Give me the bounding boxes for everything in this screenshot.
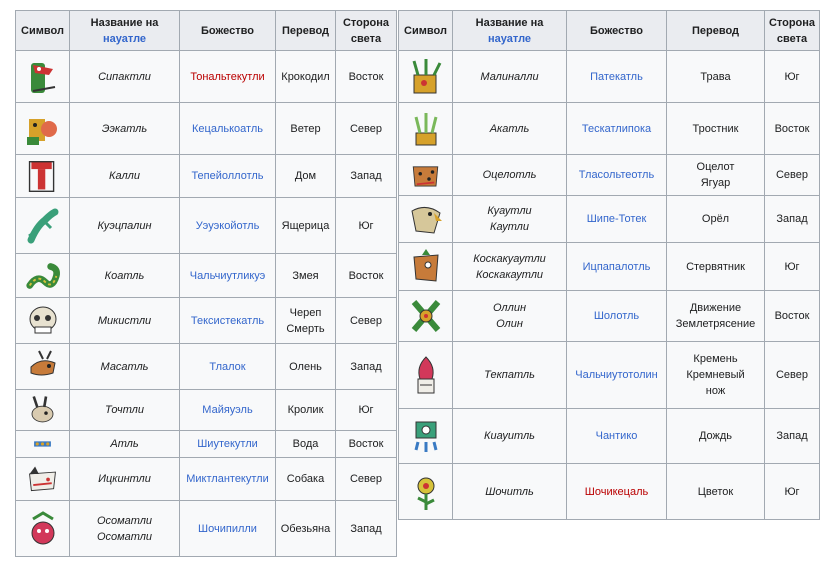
translation-text: Вода	[292, 438, 319, 450]
translation-cell	[667, 103, 765, 155]
direction-cell: Юг	[765, 243, 820, 291]
translation-text: Олень	[289, 360, 322, 373]
deity-link[interactable]: Шочикецаль	[584, 485, 649, 498]
crocodile-icon[interactable]	[19, 57, 66, 97]
rain-icon[interactable]	[402, 416, 449, 456]
nahuatl-name	[453, 291, 567, 342]
nahuatl-name-text: Коскакуаутли Коскакаутли	[473, 252, 546, 281]
table-row	[399, 409, 820, 464]
deity-cell	[567, 464, 667, 520]
translation-text: Кремень Кремневый нож	[686, 353, 745, 397]
nahuatl-name-text: Коатль	[104, 269, 145, 282]
symbol-cell	[399, 243, 453, 291]
header-direction: Сторона света	[336, 11, 397, 51]
skull-icon[interactable]	[19, 301, 66, 341]
translation-text: Ветер	[290, 122, 321, 135]
nahuatl-name-text: Шочитль	[485, 485, 534, 498]
direction-cell: Север	[336, 103, 397, 155]
deity-link[interactable]: Уэуэкойотль	[195, 219, 260, 232]
nahuatl-name	[70, 431, 180, 458]
direction-cell: Восток	[336, 51, 397, 103]
translation-text: Трава	[700, 70, 731, 83]
day-signs-table-right	[398, 10, 820, 520]
table-row	[16, 103, 397, 155]
movement-icon[interactable]	[402, 296, 449, 336]
nahuatl-link[interactable]: науатле	[102, 32, 147, 45]
grass-icon[interactable]	[402, 57, 449, 97]
symbol-cell	[16, 501, 70, 557]
eagle-icon[interactable]	[402, 199, 449, 239]
deity-link[interactable]: Тескатлипока	[581, 122, 652, 135]
table-row	[399, 51, 820, 103]
deity-cell	[567, 155, 667, 196]
translation-cell	[276, 103, 336, 155]
table-row	[16, 198, 397, 254]
nahuatl-name-text: Куэцпалин	[97, 219, 152, 232]
translation-cell	[667, 464, 765, 520]
direction-cell: Запад	[336, 344, 397, 390]
deity-link[interactable]: Шолотль	[593, 310, 640, 322]
header-name-text: Название на	[90, 16, 159, 29]
symbol-cell	[16, 155, 70, 198]
deer-icon[interactable]	[19, 347, 66, 387]
translation-cell	[667, 291, 765, 342]
nahuatl-name-text: Текпатль	[484, 369, 535, 381]
translation-text: Орёл	[701, 213, 730, 225]
deity-cell	[180, 51, 276, 103]
deity-cell	[567, 409, 667, 464]
deity-link[interactable]: Чальчиутликуэ	[189, 269, 266, 282]
translation-cell	[276, 390, 336, 431]
jaguar-icon[interactable]	[402, 158, 449, 193]
translation-cell	[667, 243, 765, 291]
nahuatl-name	[70, 198, 180, 254]
direction-cell: Восток	[765, 291, 820, 342]
header-deity: Божество	[567, 11, 667, 51]
deity-cell	[180, 103, 276, 155]
direction-cell: Юг	[765, 464, 820, 520]
nahuatl-name	[453, 243, 567, 291]
vulture-icon[interactable]	[402, 247, 449, 287]
direction-cell: Запад	[336, 501, 397, 557]
table-row	[399, 155, 820, 196]
translation-cell	[276, 501, 336, 557]
deity-cell	[180, 431, 276, 458]
table-row	[16, 390, 397, 431]
translation-text: Кролик	[287, 404, 324, 416]
header-name	[453, 11, 567, 51]
nahuatl-name-text: Осоматли Осоматли	[96, 514, 153, 543]
translation-text: Стервятник	[686, 260, 745, 273]
table-row	[399, 243, 820, 291]
deity-cell	[180, 390, 276, 431]
nahuatl-name-text: Калли	[108, 170, 140, 182]
direction-cell: Север	[336, 298, 397, 344]
nahuatl-name-text: Ицкинтли	[98, 473, 151, 485]
symbol-cell	[399, 103, 453, 155]
deity-cell	[567, 243, 667, 291]
table-row	[399, 464, 820, 520]
deity-link[interactable]: Тласольтеотль	[578, 169, 655, 181]
nahuatl-name-text: Микистли	[97, 314, 152, 327]
table-row	[16, 344, 397, 390]
translation-cell	[667, 51, 765, 103]
translation-cell	[276, 254, 336, 298]
symbol-cell	[16, 458, 70, 501]
deity-link[interactable]: Тональтекутли	[190, 70, 265, 83]
header-translation: Перевод	[667, 11, 765, 51]
translation-text: Дом	[294, 170, 317, 182]
deity-link[interactable]: Тексистекатль	[190, 314, 265, 327]
deity-link[interactable]: Чальчиутотолин	[575, 369, 658, 381]
table-row	[399, 342, 820, 409]
reed-icon[interactable]	[402, 109, 449, 149]
symbol-cell	[399, 155, 453, 196]
rabbit-icon[interactable]	[19, 393, 66, 428]
header-direction: Сторона света	[765, 11, 820, 51]
table-row	[399, 196, 820, 243]
header-translation: Перевод	[276, 11, 336, 51]
nahuatl-name-text: Киауитль	[484, 430, 535, 442]
translation-text: Обезьяна	[280, 522, 331, 535]
translation-cell	[276, 298, 336, 344]
deity-cell	[180, 198, 276, 254]
direction-cell: Север	[336, 458, 397, 501]
deity-cell	[180, 298, 276, 344]
translation-text: Цветок	[697, 485, 734, 498]
direction-cell: Запад	[336, 155, 397, 198]
deity-link[interactable]: Шочипилли	[198, 522, 257, 535]
translation-text: Оцелот Ягуар	[696, 161, 735, 189]
deity-link[interactable]: Ицпапалотль	[582, 260, 651, 273]
header-symbol: Символ	[16, 11, 70, 51]
monkey-icon[interactable]	[19, 509, 66, 549]
symbol-cell	[16, 254, 70, 298]
translation-cell	[276, 198, 336, 254]
symbol-cell	[16, 390, 70, 431]
direction-cell: Юг	[765, 51, 820, 103]
translation-cell	[667, 155, 765, 196]
direction-cell: Юг	[336, 390, 397, 431]
nahuatl-name	[70, 501, 180, 557]
deity-link[interactable]: Майяуэль	[202, 404, 253, 416]
nahuatl-link[interactable]: науатле	[487, 32, 532, 45]
direction-cell: Восток	[336, 431, 397, 458]
nahuatl-name	[70, 390, 180, 431]
translation-cell	[667, 196, 765, 243]
direction-cell: Запад	[765, 409, 820, 464]
nahuatl-name	[453, 196, 567, 243]
nahuatl-name-text: Ээкатль	[101, 122, 148, 135]
table-row	[399, 103, 820, 155]
direction-cell: Север	[765, 342, 820, 409]
translation-cell	[667, 342, 765, 409]
water-icon[interactable]	[19, 434, 66, 455]
nahuatl-name	[453, 155, 567, 196]
deity-link[interactable]: Чантико	[595, 430, 638, 442]
nahuatl-name-text: Куаутли Каутли	[487, 205, 532, 233]
nahuatl-name-text: Малиналли	[480, 70, 539, 83]
flint-icon[interactable]	[402, 355, 449, 395]
header-symbol: Символ	[399, 11, 453, 51]
deity-link[interactable]: Миктлантекутли	[186, 473, 269, 485]
direction-cell: Север	[765, 155, 820, 196]
snake-icon[interactable]	[19, 257, 66, 295]
nahuatl-name	[453, 464, 567, 520]
table-row	[16, 254, 397, 298]
translation-cell	[667, 409, 765, 464]
dog-icon[interactable]	[19, 461, 66, 498]
table-header-row	[399, 11, 820, 51]
direction-cell: Запад	[765, 196, 820, 243]
table-row	[399, 291, 820, 342]
deity-cell	[180, 254, 276, 298]
nahuatl-name	[70, 51, 180, 103]
table-row	[16, 155, 397, 198]
translation-text: Крокодил	[281, 70, 330, 83]
nahuatl-name	[453, 51, 567, 103]
nahuatl-name	[70, 103, 180, 155]
direction-cell: Восток	[336, 254, 397, 298]
deity-cell	[567, 196, 667, 243]
day-signs-table-left	[15, 10, 397, 557]
deity-link[interactable]: Шиутекутли	[197, 438, 258, 450]
symbol-cell	[16, 51, 70, 103]
translation-text: Ящерица	[281, 219, 330, 232]
house-icon[interactable]	[19, 158, 66, 195]
translation-cell	[276, 458, 336, 501]
symbol-cell	[16, 198, 70, 254]
header-name	[70, 11, 180, 51]
translation-cell	[276, 51, 336, 103]
nahuatl-name-text: Атль	[110, 438, 139, 450]
translation-cell	[276, 155, 336, 198]
symbol-cell	[399, 342, 453, 409]
nahuatl-name	[70, 155, 180, 198]
symbol-cell	[16, 431, 70, 458]
symbol-cell	[399, 291, 453, 342]
deity-link[interactable]: Тепейоллотль	[191, 170, 264, 182]
deity-cell	[180, 501, 276, 557]
header-name-text: Название на	[475, 16, 544, 29]
deity-cell	[567, 103, 667, 155]
translation-text: Собака	[286, 473, 325, 485]
symbol-cell	[399, 409, 453, 464]
symbol-cell	[399, 464, 453, 520]
table-row	[16, 51, 397, 103]
nahuatl-name-text: Оцелотль	[482, 169, 537, 181]
nahuatl-name	[70, 344, 180, 390]
nahuatl-name-text: Точтли	[105, 404, 144, 416]
translation-text: Змея	[292, 269, 319, 282]
nahuatl-name	[70, 254, 180, 298]
table-row	[16, 431, 397, 458]
flower-icon[interactable]	[402, 472, 449, 512]
translation-cell	[276, 431, 336, 458]
translation-text: Череп Смерть	[286, 306, 325, 335]
header-deity: Божество	[180, 11, 276, 51]
table-row	[16, 501, 397, 557]
nahuatl-name	[70, 298, 180, 344]
deity-cell	[567, 51, 667, 103]
nahuatl-name-text: Сипактли	[98, 70, 151, 83]
wind-icon[interactable]	[19, 109, 66, 149]
symbol-cell	[16, 103, 70, 155]
deity-cell	[180, 155, 276, 198]
translation-cell	[276, 344, 336, 390]
lizard-icon[interactable]	[19, 206, 66, 246]
nahuatl-name-text: Масатль	[100, 360, 149, 373]
deity-cell	[180, 458, 276, 501]
translation-text: Тростник	[692, 122, 739, 135]
nahuatl-name	[453, 409, 567, 464]
nahuatl-name-text: Оллин Олин	[492, 302, 526, 330]
symbol-cell	[16, 344, 70, 390]
table-row	[16, 458, 397, 501]
translation-text: Дождь	[698, 430, 733, 442]
nahuatl-name-text: Акатль	[489, 122, 530, 135]
deity-link[interactable]: Патекатль	[590, 70, 643, 83]
deity-cell	[567, 291, 667, 342]
table-row	[16, 298, 397, 344]
nahuatl-name	[453, 342, 567, 409]
symbol-cell	[399, 196, 453, 243]
direction-cell: Юг	[336, 198, 397, 254]
deity-link[interactable]: Тлалок	[209, 360, 246, 373]
nahuatl-name	[70, 458, 180, 501]
deity-link[interactable]: Шипе-Тотек	[586, 213, 647, 225]
table-header-row	[16, 11, 397, 51]
nahuatl-name	[453, 103, 567, 155]
translation-text: Движение Землетрясение	[675, 302, 756, 330]
symbol-cell	[399, 51, 453, 103]
deity-cell	[180, 344, 276, 390]
direction-cell: Восток	[765, 103, 820, 155]
deity-cell	[567, 342, 667, 409]
deity-link[interactable]: Кецалькоатль	[192, 122, 263, 135]
symbol-cell	[16, 298, 70, 344]
